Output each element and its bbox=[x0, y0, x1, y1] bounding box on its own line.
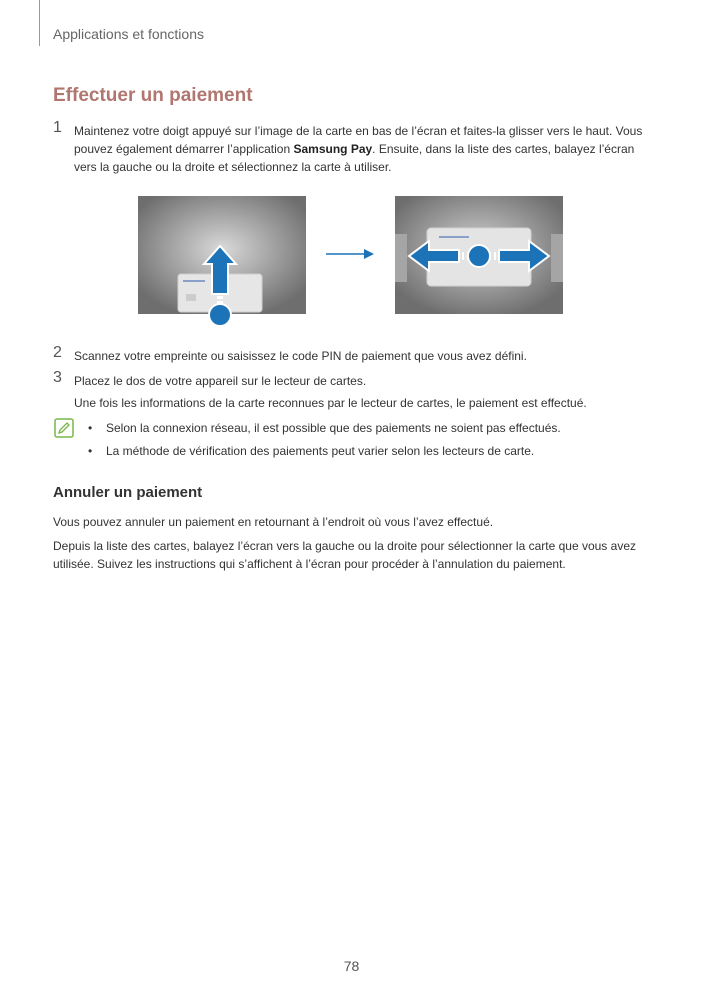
bullet: • bbox=[88, 444, 93, 458]
header-rule bbox=[39, 0, 40, 46]
step-text-pre: Maintenez votre doigt appuyé sur l’image de la carte en bas de l’écran et faites-la glisser vers le haut. Vous pouvez également démarrer l’application bbox=[74, 124, 643, 156]
step-number: 2 bbox=[53, 344, 62, 361]
page-title: Effectuer un paiement bbox=[53, 85, 253, 106]
step-number: 1 bbox=[53, 119, 62, 136]
pencil-note-icon bbox=[54, 418, 74, 438]
step-text-post: . Ensuite, dans la liste des cartes, balayez l’écran vers la gauche ou la droite et sélectionnez la carte à utiliser. bbox=[74, 142, 635, 174]
step-text: Scannez votre empreinte ou saisissez le code PIN de paiement que vous avez défini. bbox=[74, 349, 527, 363]
app-name: Samsung Pay bbox=[293, 142, 373, 156]
paragraph: Vous pouvez annuler un paiement en retournant à l’endroit où vous l’avez effectué. bbox=[53, 515, 494, 529]
illustration-swipe-up bbox=[138, 196, 306, 314]
step-subtext: Une fois les informations de la carte reconnues par le lecteur de cartes, le paiement est effectué. bbox=[74, 396, 587, 410]
bullet: • bbox=[88, 421, 93, 435]
step-1 bbox=[53, 119, 653, 176]
step-2 bbox=[53, 344, 653, 365]
note-item bbox=[88, 443, 534, 459]
step-text bbox=[74, 122, 653, 176]
subsection-title: Annuler un paiement bbox=[53, 484, 203, 501]
section-header: Applications et fonctions bbox=[53, 26, 204, 42]
paragraph: Depuis la liste des cartes, balayez l’écran vers la gauche ou la droite pour sélectionner la carte que vous avez utilisée. Suivez les instructions qui s’affichent à l’écran pour procéder à l’annulation du paiement. bbox=[53, 539, 636, 571]
step-text: Placez le dos de votre appareil sur le lecteur de cartes. bbox=[74, 374, 367, 388]
right-arrow-icon bbox=[326, 248, 374, 260]
note-text: Selon la connexion réseau, il est possible que des paiements ne soient pas effectués. bbox=[106, 421, 561, 435]
note-text: La méthode de vérification des paiements peut varier selon les lecteurs de carte. bbox=[106, 444, 535, 458]
step-number: 3 bbox=[53, 369, 62, 386]
note-item bbox=[88, 420, 561, 436]
step-3 bbox=[53, 369, 653, 412]
page-number: 78 bbox=[343, 958, 360, 974]
illustration-swipe-sideways bbox=[395, 196, 563, 314]
